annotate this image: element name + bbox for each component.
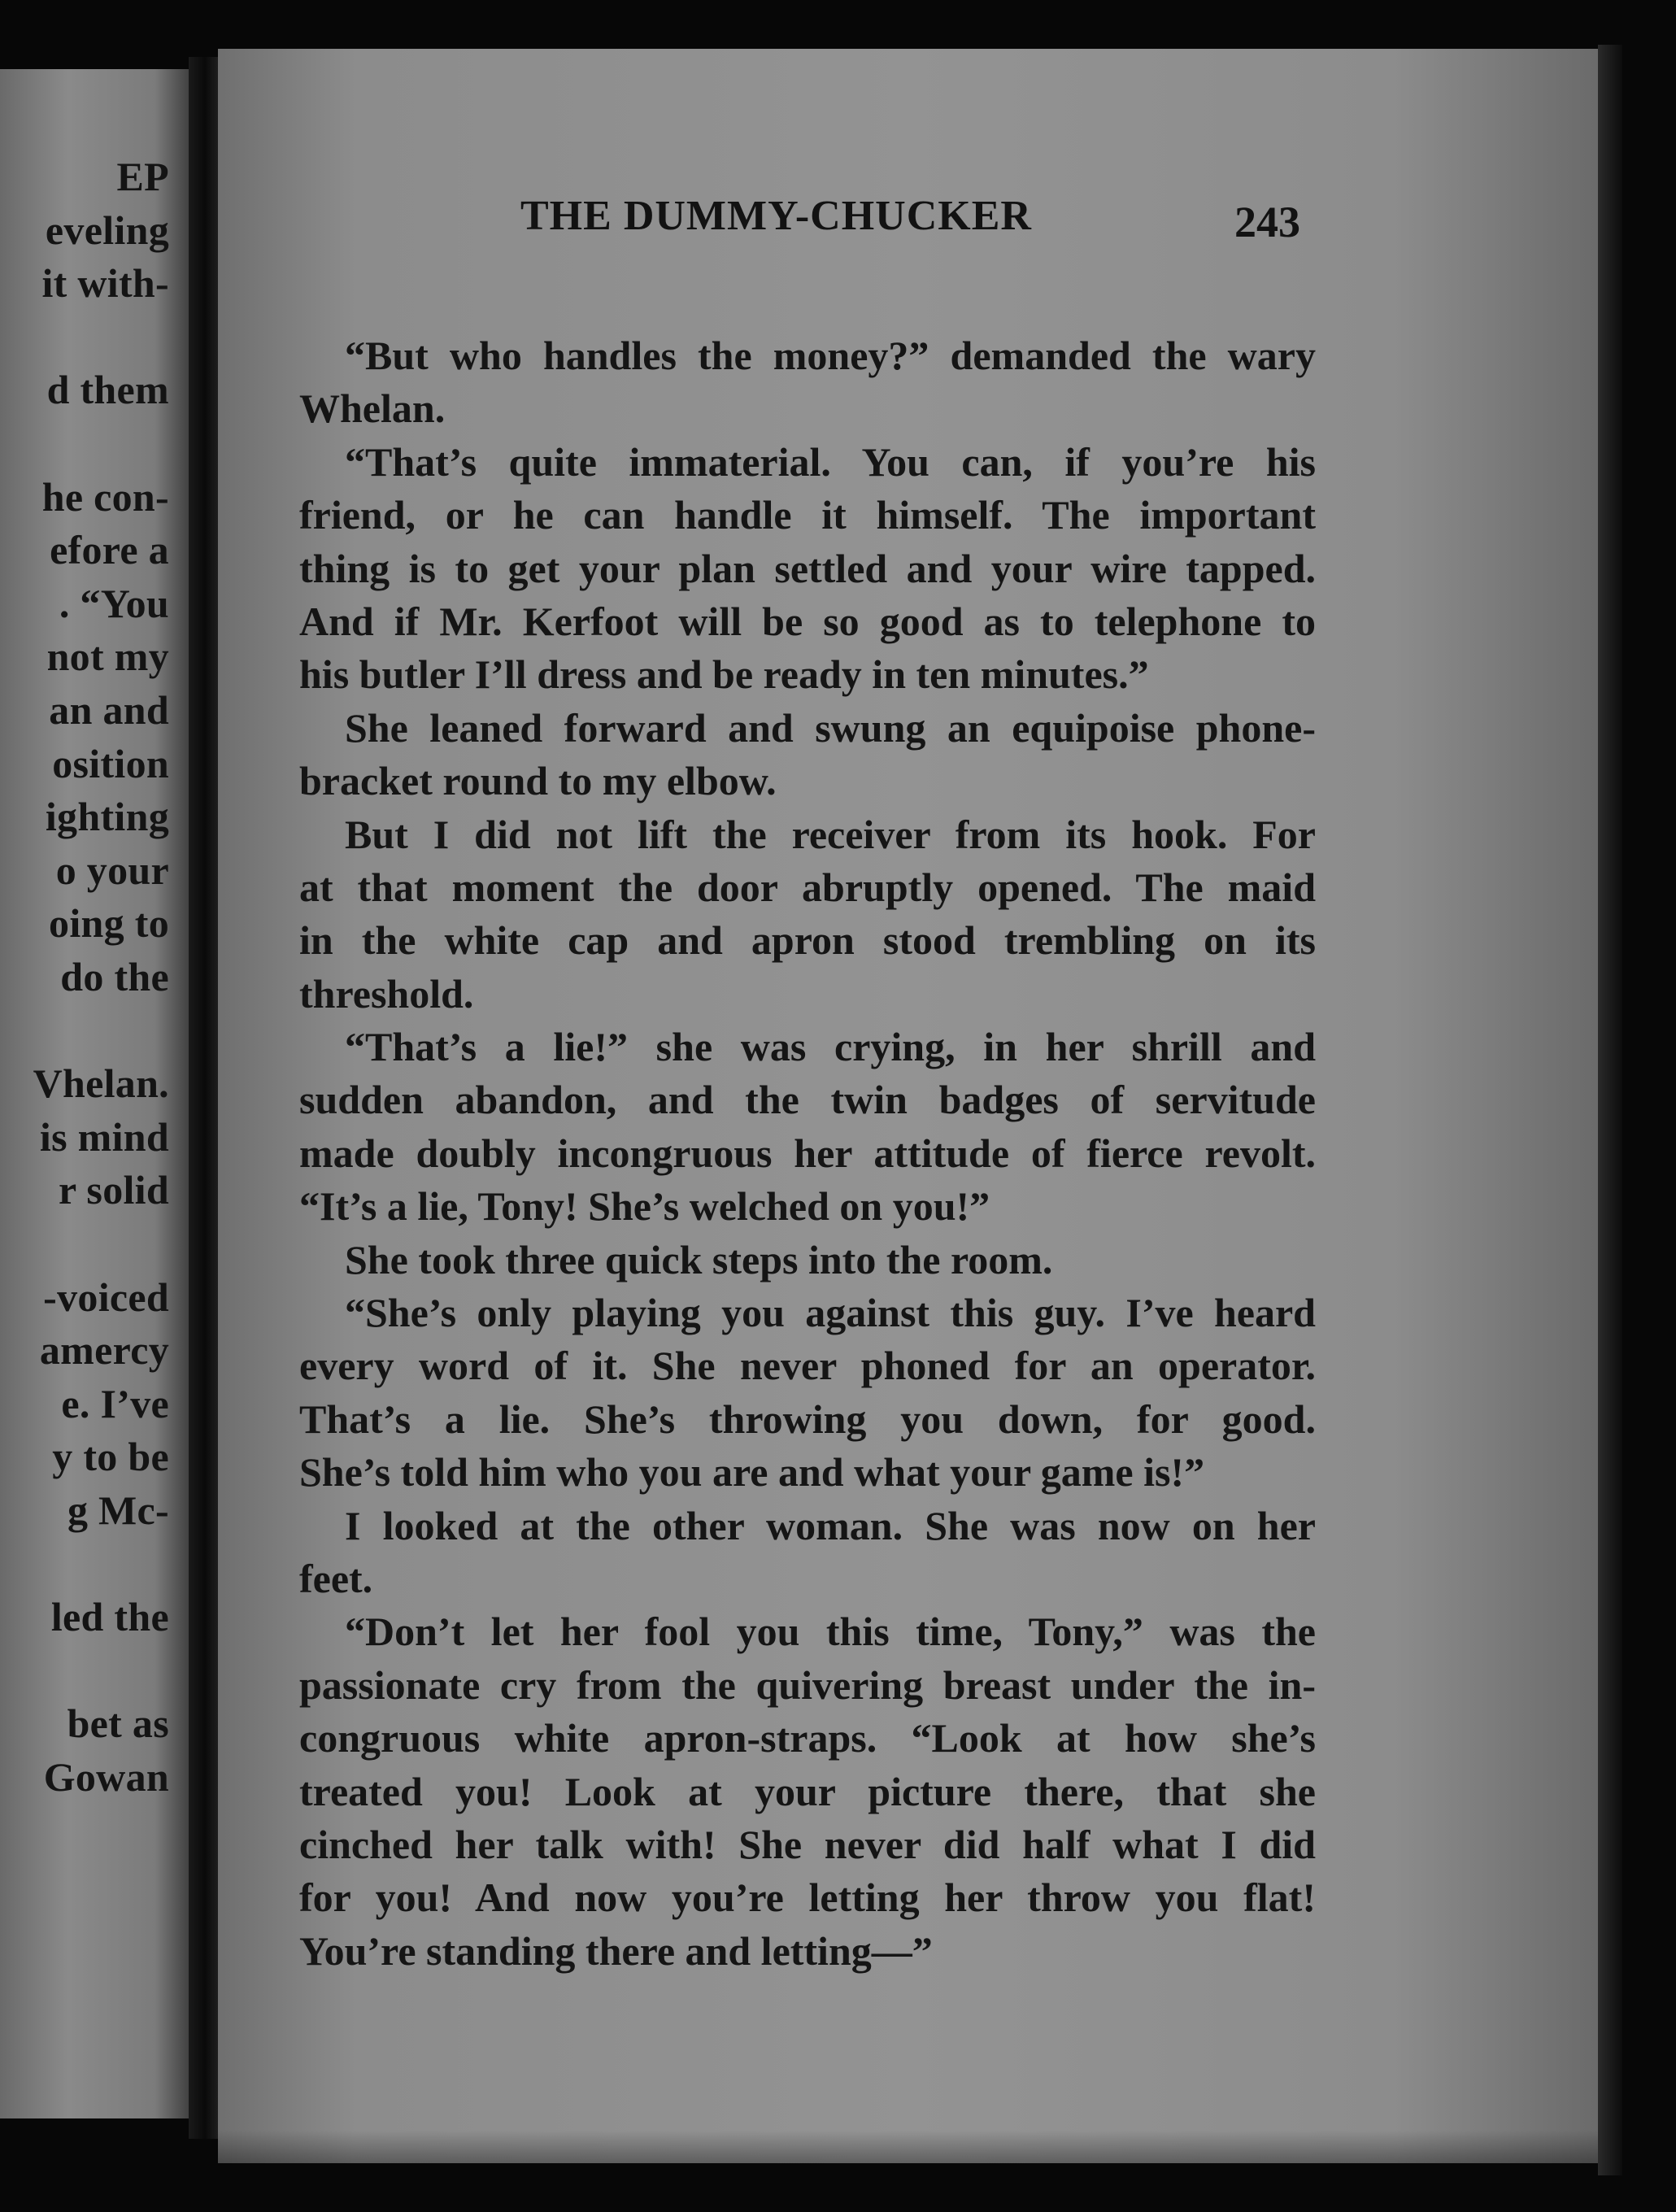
- text-line: feet.: [299, 1555, 373, 1601]
- text-line: every word of it. She never phoned for an operator.: [299, 1343, 1316, 1389]
- facing-page-line: he con-: [41, 473, 169, 520]
- text-line: treated you! Look at your picture there, that she: [299, 1768, 1316, 1814]
- facing-page-line: it with-: [41, 260, 169, 307]
- facing-page-line: amercy: [39, 1327, 169, 1374]
- facing-page-line: e. I’ve: [61, 1380, 169, 1426]
- facing-page-line: efore a: [50, 527, 169, 573]
- text-line: But I did not lift the receiver from its hook. For: [345, 811, 1316, 857]
- text-line: She took three quick steps into the room.: [345, 1236, 1053, 1282]
- facing-page-line: ighting: [45, 794, 169, 840]
- text-line: threshold.: [299, 970, 474, 1017]
- text-line: sudden abandon, and the twin badges of servitude: [299, 1077, 1316, 1123]
- facing-page-line: eveling: [45, 207, 169, 253]
- text-line: “But who handles the money?” demanded the wary: [345, 333, 1316, 378]
- text-line: bracket round to my elbow.: [299, 758, 777, 804]
- facing-page-line: y to be: [52, 1434, 169, 1480]
- text-line: his butler I’ll dress and be ready in ten minutes.”: [299, 651, 1149, 698]
- facing-page-line: r solid: [59, 1167, 169, 1213]
- facing-page-line: Vhelan.: [33, 1060, 169, 1107]
- facing-page-line: osition: [52, 740, 169, 786]
- facing-page-line: . “You: [59, 580, 169, 626]
- text-line: “That’s a lie!” she was crying, in her shrill and: [345, 1024, 1316, 1070]
- text-line: “Don’t let her fool you this time, Tony,” was the: [345, 1609, 1316, 1655]
- text-line: made doubly incongruous her attitude of fierce revolt.: [299, 1130, 1316, 1176]
- text-line: “That’s quite immaterial. You can, if you’re his: [345, 438, 1316, 485]
- text-line: You’re standing there and letting—”: [299, 1927, 933, 1974]
- text-line: cinched her talk with! She never did half what I did: [299, 1821, 1316, 1867]
- text-line: Whelan.: [299, 385, 446, 432]
- facing-page-line: not my: [46, 634, 169, 680]
- text-line: “It’s a lie, Tony! She’s welched on you!”: [299, 1183, 990, 1230]
- facing-page-line: is mind: [39, 1113, 169, 1160]
- facing-page-line: g Mc-: [67, 1487, 169, 1533]
- facing-page-line: led the: [50, 1594, 169, 1640]
- text-line: at that moment the door abruptly opened. The maid: [299, 864, 1316, 910]
- running-title: THE DUMMY-CHUCKER: [520, 193, 1032, 239]
- body-text: [299, 329, 1316, 1978]
- facing-page-line: -voiced: [43, 1274, 169, 1320]
- facing-page-line: EP: [116, 154, 169, 199]
- facing-page-line: Gowan: [43, 1754, 169, 1800]
- text-line: congruous white apron-straps. “Look at how she’s: [299, 1715, 1316, 1761]
- page-number: 243: [1234, 198, 1300, 246]
- text-line: She leaned forward and swung an equipoise phone-: [345, 704, 1316, 751]
- facing-page-line: an and: [49, 687, 169, 733]
- facing-page-line: do the: [60, 954, 169, 999]
- text-line: in the white cap and apron stood trembling on its: [299, 917, 1316, 964]
- page-edge-right: [1598, 45, 1622, 2175]
- facing-page-line: d them: [46, 367, 169, 413]
- text-line: “She’s only playing you against this guy. I’ve heard: [345, 1290, 1316, 1336]
- text-line: friend, or he can handle it himself. The important: [299, 492, 1316, 538]
- running-header: [218, 192, 1600, 257]
- book-page: [218, 49, 1600, 2163]
- book-gutter: [189, 57, 221, 2139]
- facing-page-line: oing to: [49, 900, 169, 947]
- text-line: That’s a lie. She’s throwing you down, for good.: [299, 1396, 1316, 1442]
- text-line: passionate cry from the quivering breast under the in-: [299, 1661, 1316, 1708]
- facing-page-left: [0, 69, 194, 2118]
- facing-page-line: bet as: [67, 1700, 169, 1747]
- page-bottom-shadow: [218, 2131, 1600, 2163]
- facing-page-line: o your: [55, 847, 169, 893]
- text-line: I looked at the other woman. She was now on her: [345, 1502, 1316, 1548]
- text-line: And if Mr. Kerfoot will be so good as to telephone to: [299, 598, 1316, 644]
- text-line: She’s told him who you are and what your game is!”: [299, 1449, 1205, 1496]
- text-line: for you! And now you’re letting her throw you flat!: [299, 1875, 1316, 1921]
- text-line: thing is to get your plan settled and your wire tapped.: [299, 545, 1316, 591]
